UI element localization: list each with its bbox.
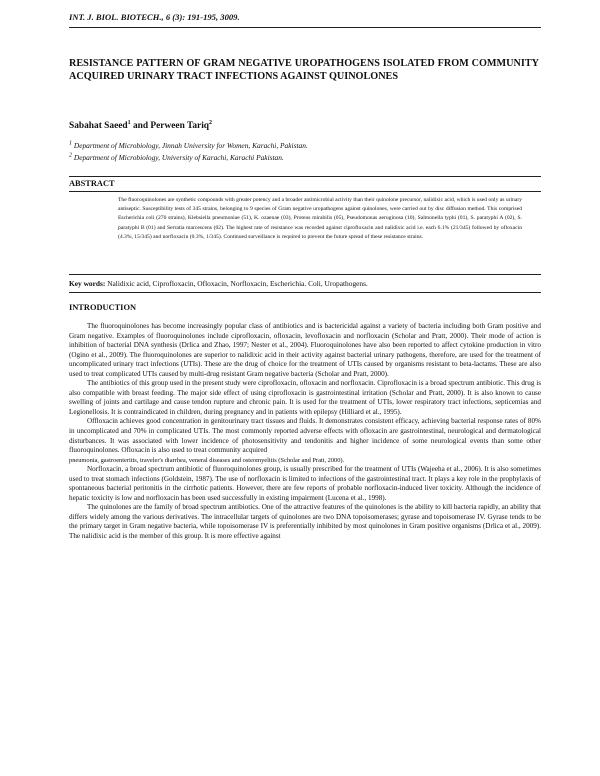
affiliation-2-mark: 2	[69, 152, 72, 159]
affiliation-1	[69, 141, 308, 150]
abstract-heading-rule	[69, 191, 541, 192]
intro-paragraph-5: The quinolones are the family of broad spectrum antibiotics. One of the attractive features of the quinolones is the ability to kill bacteria rapidly, an ability that differs widely among the various derivatives. The intracellular targets of quinolones are two DNA topoisomerases; gyrase and topoisomerase IV. Gyrase tends to be the primary target in Gram negative bacteria, while topoisomerase IV is preferentially inhibited by most quinolones in Gram positive organisms (Drlica et al., 2009). The nalidixic acid is the member of this group. It is more effective against	[69, 503, 541, 541]
introduction-body	[69, 322, 541, 542]
author-conjunction: and	[130, 121, 151, 131]
abstract-heading: ABSTRACT	[69, 179, 115, 188]
author-2: Perween Tariq	[150, 121, 210, 131]
abstract-top-rule	[69, 176, 541, 177]
keywords-label: Key words:	[69, 279, 106, 288]
author-1-affiliation-mark: 1	[127, 119, 131, 126]
keywords-rule	[69, 292, 541, 293]
introduction-heading: INTRODUCTION	[69, 303, 137, 312]
affiliation-1-mark: 1	[69, 140, 72, 147]
author-1: Sabahat Saeed	[69, 121, 128, 131]
author-line	[69, 121, 212, 131]
abstract-bottom-rule	[69, 274, 541, 275]
journal-header: INT. J. BIOL. BIOTECH., 6 (3): 191-195, 3009.	[69, 12, 240, 22]
abstract-text: The fluoroquinolones are synthetic compounds with greater potency and a broader antimicrobial activity than their quinolone precursor, nalidixic acid, which is used only as urinary antiseptic. Susceptibility tests of 345 strains, belonging to 9 species of Gram negative uropathogens against quinolones, were carried out by disc diffusion method. This comprised Escherichia coli (270 strains), Klebsiella pneumoniae (51), K. ozaenae (03), Proteus mirabilis (05), Pseudomonas aeruginosa (10), Salmonella typhi (01), S. paratyphi A (02), S. paratyphi B (01) and Serratia marcescens (02). The highest rate of resistance was recorded against ciprofloxacin and nalidixic acid i.e. each 6.1% (21/345) followed by ofloxacin (4.3%, 15/345) and norfloxacin (0.3%, 1/345). Continued surveillance is required to prevent the future spread of these resistance strains.	[118, 197, 522, 240]
intro-paragraph-1: The fluoroquinolones has become increasingly popular class of antibiotics and is bactericidal against a variety of bacteria including both Gram positive and Gram negative. Examples of fluoroquinolones include ciprofloxacin, ofloxacin, levofloxacin and norfloxacin (Scholar and Pratt, 2000). Their mode of action is inhibition of bacterial DNA synthesis (Drlica and Zhao, 1997; Nester et al., 2004). Fluoroquinolones have also been reported to affect cytokine production in vitro (Ogino et al., 2009). The fluoroquinolones are superior to nalidixic acid in their activity against bacterial urinary pathogens, therefore, are used for the treatment of uncomplicated urinary tract infections (UTIs). These are the drug of choice for the treatment of UTIs caused by organisms resistant to beta-lactams. These are also used to treat complicated UTIs caused by multi-drug resistant Gram negative bacteria (Scholar and Pratt, 2000).	[69, 322, 541, 378]
affiliation-2	[69, 153, 284, 162]
affiliation-2-text: Department of Microbiology, University of Karachi, Karachi Pakistan.	[73, 153, 284, 162]
affiliation-1-text: Department of Microbiology, Jinnah University for Women, Karachi, Pakistan.	[73, 141, 308, 150]
author-2-affiliation-mark: 2	[209, 119, 213, 126]
intro-paragraph-3: Offloxacin achieves good concentration in genitourinary tract tissues and fluids. It demonstrates consistent efficacy, achieving bacterial response rates of 80% in uncomplicated and 70% in complicated UTIs. The most commonly reported adverse effects with ofloxacin are gastrointestinal, neurological and dermatological disturbances. It was associated with lower incidence of photosensitivity and tendonitis and higher incidence of some neurological events than some other fluoroquinolones. Ofloxacin is also used to treat community acquired	[69, 417, 541, 455]
keywords	[69, 279, 541, 288]
intro-paragraph-4: Norfloxacin, a broad spectrum antibiotic of fluoroquinolones group, is usually prescribed for the treatment of UTIs (Wajeeha et al., 2006). It is also sometimes used to treat stomach infections (Goldstein, 1987). The use of norfloxacin is limited to infections of the gastrointestinal tract. It plays a key role in the prophylaxis of spontaneous bacterial peritonitis in the cirrhotic patients. However, there are few reports of probable norfloxacin-induced liver toxicity. Although the incidence of hepatic toxicity is low and norfloxacin has been used successfully in existing impairment (Lucena et al., 1998).	[69, 465, 541, 502]
intro-paragraph-2: The antibiotics of this group used in the present study were ciprofloxacin, ofloxacin and norfloxacin. Ciprofloxacin is a broad spectrum antibiotic. This drug is also compatible with breast feeding. The major side effect of using ciprofloxacin is gastrointestinal irritation (Scholar and Pratt, 2000). It is also known to cause swelling of joints and cartilage and cause tendon rupture and chronic pain. It is used for the treatment of UTIs, lower respiratory tract infections, septicemias and Legionellosis. It is contraindicated in children, during pregnancy and in patients with epilepsy (Hilliard et al., 1995).	[69, 379, 541, 416]
header-rule	[69, 27, 541, 28]
intro-paragraph-3-continued: pneumonia, gastroenteritis, traveler's diarrhea, veneral diseases and osteomyelitis (Scholar and Pratt, 2000).	[69, 456, 345, 464]
keywords-text: Nalidixic acid, Ciprofloxacin, Ofloxacin, Norfloxacin, Escherichia. Coli, Uropathogens.	[105, 279, 368, 288]
paper-title: RESISTANCE PATTERN OF GRAM NEGATIVE UROPATHOGENS ISOLATED FROM COMMUNITY ACQUIRED URINARY TRACT INFECTIONS AGAINST QUINOLONES	[69, 58, 539, 82]
